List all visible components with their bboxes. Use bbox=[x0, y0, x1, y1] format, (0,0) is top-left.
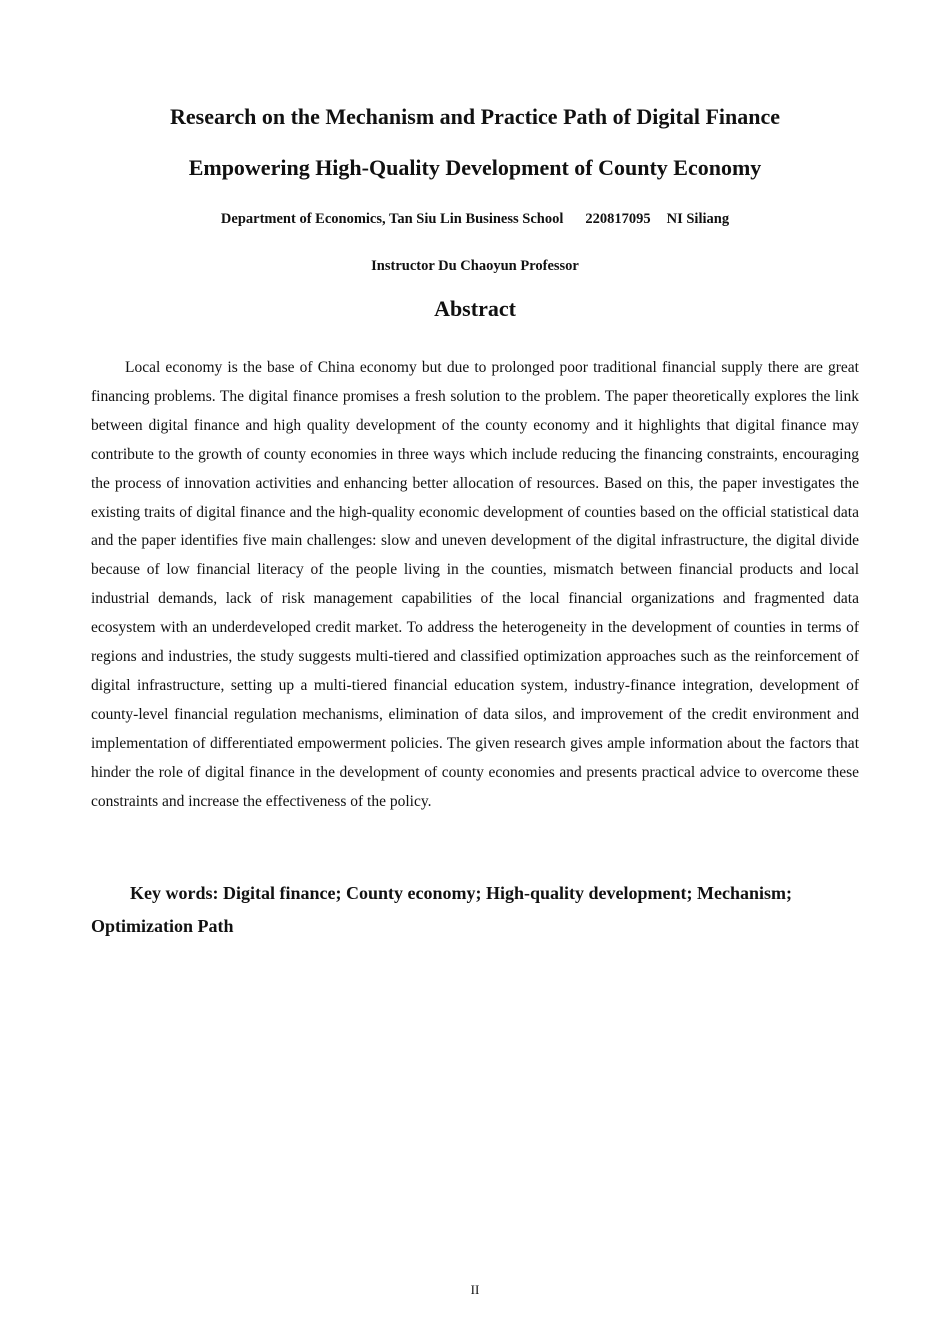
student-id: 220817095 bbox=[585, 211, 651, 227]
paper-title-line-1: Research on the Mechanism and Practice Path of Digital Finance bbox=[169, 104, 780, 129]
paper-title-line-2: Empowering High-Quality Development of County Economy bbox=[188, 155, 762, 180]
instructor-line: Instructor Du Chaoyun Professor bbox=[371, 258, 579, 274]
abstract-heading: Abstract bbox=[434, 296, 516, 321]
abstract-body: Local economy is the base of China economy but due to prolonged poor traditional financial supply there are great financing problems. The digital finance promises a fresh solution to the problem. The paper theoretically explores the link between digital finance and high quality development of the county economy and it highlights that digital finance may contribute to the growth of county economies in three ways which include reducing the financing constraints, encouraging the process of innovation activities and enhancing better allocation of resources. Based on this, the paper investigates the existing traits of digital finance and the high-quality economic development of counties based on the official statistical data and the paper identifies five main challenges: slow and uneven development of the digital infrastructure, the digital divide because of low financial literacy of the people living in the counties, mismatch between financial products and local industrial demands, lack of risk management capabilities of the local financial organizations and fragmented data ecosystem with an underdeveloped credit market. To address the heterogeneity in the development of counties in terms of regions and industries, the study suggests multi-tiered and classified optimization approaches such as the reinforcement of digital infrastructure, setting up a multi-tiered financial education system, industry-finance integration, development of county-level financial regulation mechanisms, elimination of data silos, and improvement of the credit environment and implementation of differentiated empowerment policies. The given research gives ample information about the factors that hinder the role of digital finance in the development of county economies and presents practical advice to overcome these constraints and increase the effectiveness of the policy. bbox=[91, 359, 859, 810]
author-affiliation-line bbox=[0, 209, 950, 229]
page-number: II bbox=[470, 1282, 480, 1297]
department: Department of Economics, Tan Siu Lin Business School bbox=[220, 211, 564, 227]
author-name: NI Siliang bbox=[666, 211, 730, 227]
keywords: Key words: Digital finance; County economy; High-quality development; Mechanism; Optimization Path bbox=[91, 883, 792, 936]
